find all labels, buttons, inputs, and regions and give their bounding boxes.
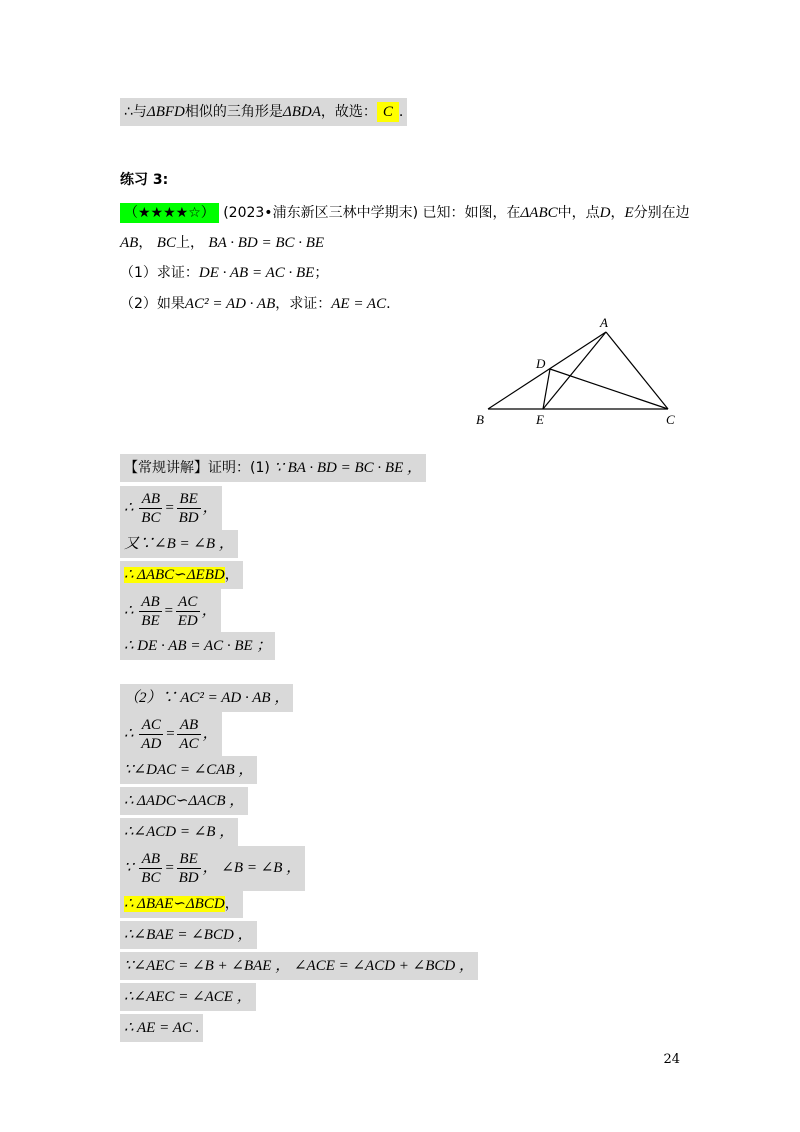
text: . [398,104,404,120]
text: ，故选： [320,104,377,120]
text: ， [224,567,239,583]
text: 【常规讲解】证明：(1) [124,460,270,476]
segment-AE [543,332,606,409]
solution-step-5 [120,756,257,784]
text: ， [202,499,218,516]
segment-BA [488,332,606,409]
numerator: AB [139,490,162,509]
problem-line-2: AB， BC上， BA · BD = BC · BE [120,235,325,251]
denominator: BC [141,870,161,886]
text: ∵ [124,859,134,876]
solution-step-11 [120,983,256,1011]
question-1 [120,263,328,283]
denominator: BD [178,510,199,526]
math: ∴ DE · AB = AC · BE ； [120,632,275,660]
text: ∴与 [124,104,147,120]
solution-step-2 [120,530,238,558]
math: ΔBDA [282,104,321,120]
text: 中，点 [557,205,600,221]
difficulty-stars: （★★★★☆） [120,203,219,223]
solution-step-6 [120,787,248,815]
solution-step-10 [120,952,478,980]
math: ∴∠BAE = ∠BCD ， [120,921,257,949]
math: D [599,205,611,221]
segment-DC [550,369,668,409]
solution-fraction-2: ∴ $\frac{AB}{BE}$ = $\frac{AC}{ED}$ ， [120,589,221,634]
numerator: BE [177,490,201,509]
math: AE = AC [331,296,387,312]
label-D: D [536,356,546,371]
math: ∵∠DAC = ∠CAB ， [120,756,257,784]
answer-highlight: C [377,102,399,122]
math: （2）∵ AC² = AD · AB ， [120,684,293,712]
numerator: AC [139,716,163,735]
math-highlight: ∴ ΔABC∽ΔEBD [124,567,225,583]
math: AB [120,235,139,251]
solution-head [120,454,426,482]
text: . [386,296,391,312]
exercise-title: 练习 3: [120,172,169,188]
solution-step-4 [120,632,275,660]
math: ∵ BA · BD = BC · BE ， [274,460,423,476]
solution-fraction-3: ∴ $\frac{AC}{AD}$ = $\frac{AB}{AC}$ ， [120,712,222,757]
solution-step-9 [120,921,257,949]
text: ， [224,896,239,912]
label-C: C [666,412,675,427]
math: ΔBFD [146,104,185,120]
text: ， [201,602,217,619]
segment-DE [543,369,550,409]
math: BC [156,235,176,251]
solution-fraction-1: ∴ $\frac{AB}{BC}$ = $\frac{BE}{BD}$ ， [120,486,222,531]
math: AC² = AD · AB [184,296,276,312]
text: ， [202,725,218,742]
denominator: AD [141,736,162,752]
text: 分别在边 [633,205,690,221]
math: BA · BD = BC · BE [208,235,325,251]
denominator: BE [141,613,160,629]
solution-step-7 [120,818,238,846]
math: ∴ ΔADC∽ΔACB ， [120,787,248,815]
math: ∵∠AEC = ∠B + ∠BAE ， ∠ACE = ∠ACD + ∠BCD ， [120,952,478,980]
label-B: B [476,412,484,427]
numerator: AB [177,716,200,735]
text: 相似的三角形是 [184,104,283,120]
solution-step-8 [120,890,243,918]
text: ， ∠B = ∠B ， [202,859,302,876]
text: ，求证： [275,296,332,312]
denominator: BD [178,870,199,886]
text: （2）如果 [120,296,185,312]
numerator: AB [141,594,160,610]
math: ∴∠ACD = ∠B ， [120,818,238,846]
solution-part-2-head [120,684,293,712]
previous-answer-line [120,98,407,126]
math: DE · AB = AC · BE [198,265,315,281]
denominator: BC [141,510,161,526]
math: E [624,205,634,221]
math: ∴ AE = AC . [120,1014,203,1042]
solution-step-3 [120,561,243,589]
math-highlight: ∴ ΔBAE∽ΔBCD [124,896,225,912]
segment-AC [606,332,668,409]
problem-line-1 [120,203,690,223]
math: ∴∠AEC = ∠ACE ， [120,983,256,1011]
text: ∴ [124,725,134,742]
question-2 [120,294,391,314]
solution-step-12 [120,1014,203,1042]
denominator: ED [177,613,198,629]
math: 又∵∠B = ∠B ， [120,530,238,558]
numerator: AC [176,593,200,612]
label-A: A [600,315,608,330]
text: ； [314,265,329,281]
page-number: 24 [663,1052,680,1067]
numerator: BE [177,850,201,869]
text: （1）求证： [120,265,199,281]
text: ， [610,205,625,221]
triangle-figure [470,312,690,432]
numerator: AB [139,850,162,869]
label-E: E [536,412,544,427]
problem-source: (2023•浦东新区三林中学期末) 已知：如图，在 [223,205,521,221]
text: 上， [175,235,204,251]
denominator: AC [179,736,199,752]
solution-fraction-4: ∵ $\frac{AB}{BC}$ = $\frac{BE}{BD}$ ， ∠B = ∠B ， [120,846,305,891]
text: ∴ [124,602,134,619]
math: ΔABC [520,205,558,221]
text: ∴ [124,499,134,516]
